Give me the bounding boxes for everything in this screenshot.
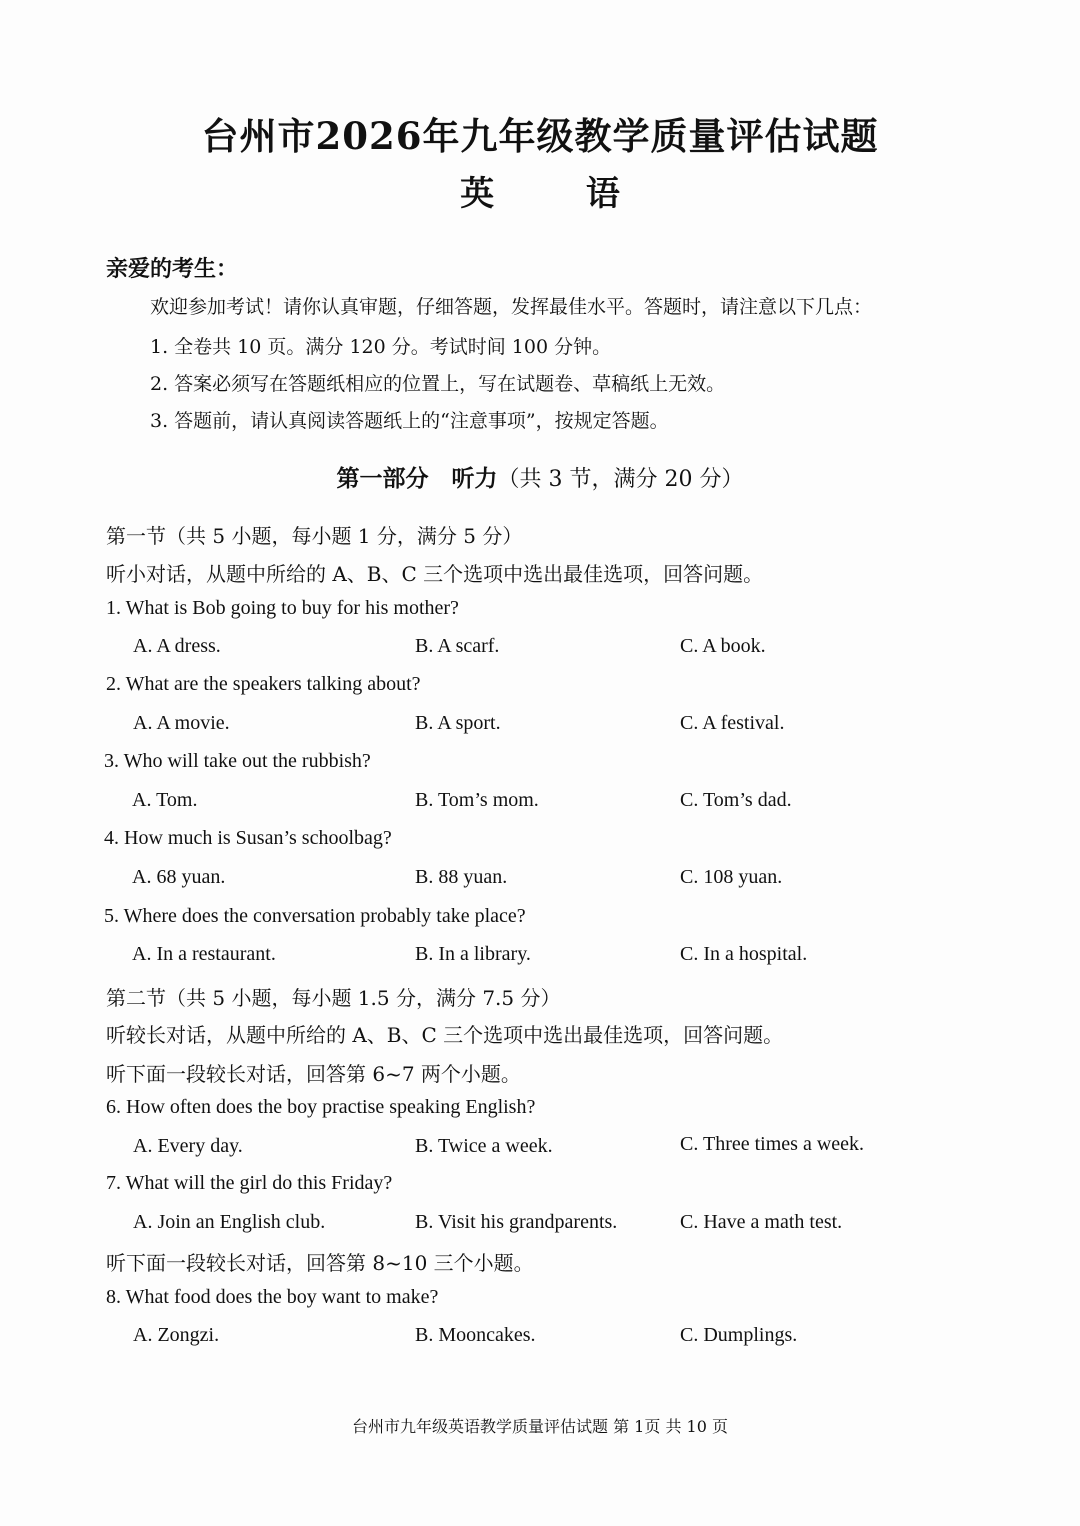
q3-option-c: C. Tom’s dad. xyxy=(680,789,792,811)
dialog-2-instruction: 听下面一段较长对话，回答第 8~10 三个小题。 xyxy=(106,1251,534,1275)
q8-option-c: C. Dumplings. xyxy=(680,1324,798,1346)
note-1: 1. 全卷共 10 页。满分 120 分。考试时间 100 分钟。 xyxy=(150,336,612,358)
q8-option-a: A. Zongzi. xyxy=(133,1324,220,1346)
question-5: 5. Where does the conversation probably take place? xyxy=(104,905,526,927)
section1-title: 第一节（共 5 小题，每小题 1 分，满分 5 分） xyxy=(106,524,523,548)
question-3: 3. Who will take out the rubbish? xyxy=(104,750,371,772)
q2-option-c: C. A festival. xyxy=(680,712,785,734)
q3-option-b: B. Tom’s mom. xyxy=(415,789,539,811)
part1-info: （共 3 节，满分 20 分） xyxy=(497,467,744,492)
q5-option-b: B. In a library. xyxy=(415,943,531,965)
q7-option-c: C. Have a math test. xyxy=(680,1211,843,1233)
q7-option-a: A. Join an English club. xyxy=(133,1211,326,1233)
q4-option-c: C. 108 yuan. xyxy=(680,866,783,888)
q4-option-a: A. 68 yuan. xyxy=(132,866,226,888)
question-1: 1. What is Bob going to buy for his mother? xyxy=(106,597,459,619)
subject-title: 英 语 xyxy=(460,174,660,214)
part1-title: 第一部分 听力 xyxy=(336,465,498,492)
q8-option-b: B. Mooncakes. xyxy=(415,1324,536,1346)
dialog-1-instruction: 听下面一段较长对话，回答第 6~7 两个小题。 xyxy=(106,1062,521,1086)
section2-title: 第二节（共 5 小题，每小题 1.5 分，满分 7.5 分） xyxy=(106,986,561,1010)
page-title: 台州市2026年九年级教学质量评估试题 xyxy=(201,114,879,158)
question-6: 6. How often does the boy practise speaking English? xyxy=(106,1096,536,1118)
q5-option-c: C. In a hospital. xyxy=(680,943,808,965)
q5-option-a: A. In a restaurant. xyxy=(132,943,276,965)
question-7: 7. What will the girl do this Friday? xyxy=(106,1172,393,1194)
q2-option-b: B. A sport. xyxy=(415,712,501,734)
question-4: 4. How much is Susan’s schoolbag? xyxy=(104,827,392,849)
q6-option-b: B. Twice a week. xyxy=(415,1135,553,1157)
part1-heading xyxy=(0,460,1080,493)
q4-option-b: B. 88 yuan. xyxy=(415,866,508,888)
welcome-text: 欢迎参加考试！请你认真审题，仔细答题，发挥最佳水平。答题时，请注意以下几点： xyxy=(150,296,873,318)
note-2: 2. 答案必须写在答题纸相应的位置上，写在试题卷、草稿纸上无效。 xyxy=(150,373,726,395)
q1-option-a: A. A dress. xyxy=(133,635,221,657)
question-2: 2. What are the speakers talking about? xyxy=(106,673,421,695)
q2-option-a: A. A movie. xyxy=(133,712,230,734)
note-3: 3. 答题前，请认真阅读答题纸上的“注意事项”，按规定答题。 xyxy=(150,410,669,432)
q7-option-b: B. Visit his grandparents. xyxy=(415,1211,618,1233)
section2-instruction: 听较长对话，从题中所给的 A、B、C 三个选项中选出最佳选项，回答问题。 xyxy=(106,1023,784,1047)
q1-option-b: B. A scarf. xyxy=(415,635,500,657)
q3-option-a: A. Tom. xyxy=(132,789,198,811)
q6-option-c: C. Three times a week. xyxy=(680,1133,865,1155)
section1-instruction: 听小对话，从题中所给的 A、B、C 三个选项中选出最佳选项，回答问题。 xyxy=(106,562,764,586)
page-footer: 台州市九年级英语教学质量评估试题 第 1页 共 10 页 xyxy=(352,1417,728,1436)
question-8: 8. What food does the boy want to make? xyxy=(106,1286,439,1308)
q1-option-c: C. A book. xyxy=(680,635,766,657)
greeting: 亲爱的考生： xyxy=(106,256,239,282)
q6-option-a: A. Every day. xyxy=(133,1135,243,1157)
